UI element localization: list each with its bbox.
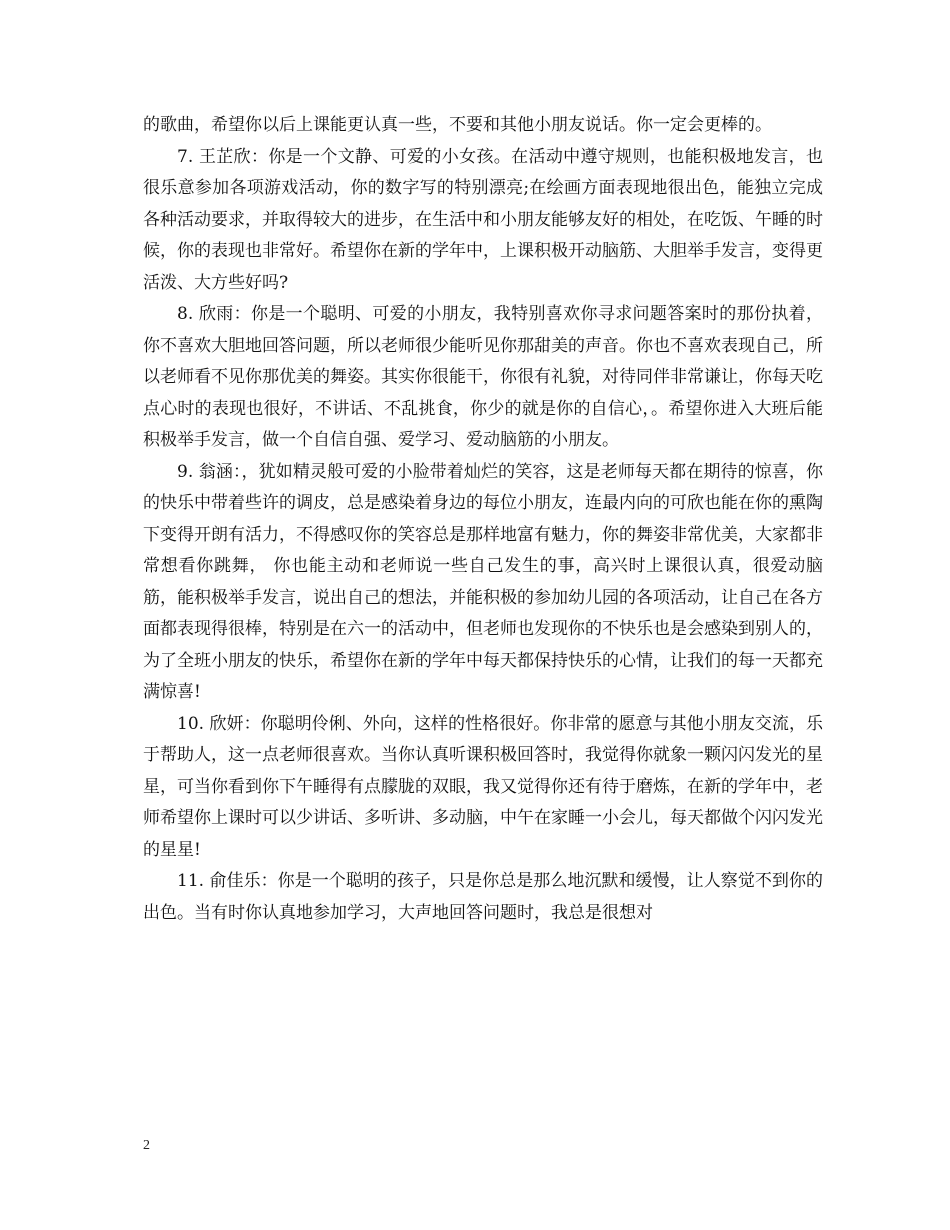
page-body bbox=[143, 110, 823, 929]
paragraph-item-8: 8. 欣雨：你是一个聪明、可爱的小朋友，我特别喜欢你寻求问题答案时的那份执着，你不喜欢大胆地回答问题，所以老师很少能听见你那甜美的声音。你也不喜欢表现自己，所以老师看不见你那优美的舞姿。其实你很能干，你很有礼貌，对待同伴非常谦让，你每天吃点心时的表现也很好，不讲话、不乱挑食，你少的就是你的自信心，。希望你进入大班后能积极举手发言，做一个自信自强、爱学习、爱动脑筋的小朋友。 bbox=[143, 304, 823, 450]
paragraph-item-10: 10. 欣妍：你聪明伶俐、外向，这样的性格很好。你非常的愿意与其他小朋友交流，乐于帮助人，这一点老师很喜欢。当你认真听课积极回答时，我觉得你就象一颗闪闪发光的星星，可当你看到你下午睡得有点朦胧的双眼，我又觉得你还有待于磨炼，在新的学年中，老师希望你上课时可以少讲话、多听讲、多动脑，中午在家睡一小会儿，每天都做个闪闪发光的星星! bbox=[143, 713, 823, 860]
paragraph-continuation: 的歌曲，希望你以后上课能更认真一些，不要和其他小朋友说话。你一定会更棒的。 bbox=[143, 115, 772, 135]
paragraph-item-9: 9. 翁涵：，犹如精灵般可爱的小脸带着灿烂的笑容，这是老师每天都在期待的惊喜，你的快乐中带着些许的调皮，总是感染着身边的每位小朋友，连最内向的可欣也能在你的熏陶下变得开朗有活力，不得感叹你的笑容总是那样地富有魅力，你的舞姿非常优美，大家都非常想看你跳舞， 你也能主动和老师说一些自己发生的事，高兴时上课很认真，很爱动脑筋，能积极举手发言，说出自己的想法，并能积极的参加幼儿园的各项活动，让自己在各方面都表现得很棒，特别是在六一的活动中，但老师也发现你的不快乐也是会感染到别人的，为了全班小朋友的快乐，希望你在新的学年中每天都保持快乐的心情，让我们的每一天都充满惊喜! bbox=[143, 461, 823, 702]
page-number: 2 bbox=[143, 1138, 150, 1153]
paragraph-item-11: 11. 俞佳乐：你是一个聪明的孩子，只是你总是那么地沉默和缓慢，让人察觉不到你的出色。当有时你认真地参加学习，大声地回答问题时，我总是很想对 bbox=[143, 871, 823, 923]
paragraph-item-7: 7. 王芷欣：你是一个文静、可爱的小女孩。在活动中遵守规则，也能积极地发言，也很乐意参加各项游戏活动，你的数字写的特别漂亮;在绘画方面表现地很出色，能独立完成各种活动要求，并取得较大的进步，在生活中和小朋友能够友好的相处，在吃饭、午睡的时候，你的表现也非常好。希望你在新的学年中，上课积极开动脑筋、大胆举手发言，变得更活泼、大方些好吗? bbox=[143, 146, 823, 293]
